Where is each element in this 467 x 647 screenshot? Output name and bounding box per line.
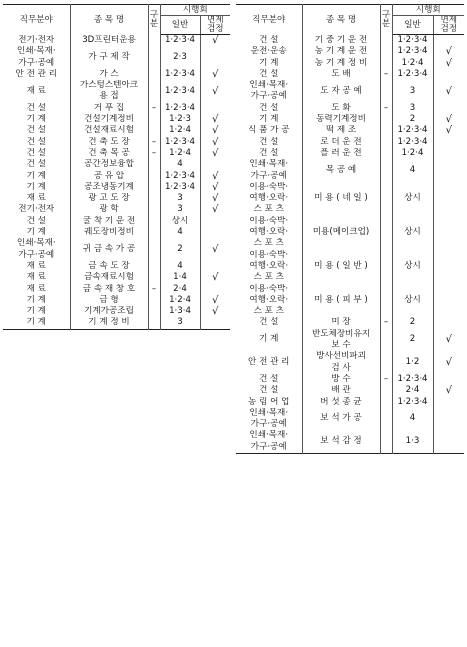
item-cell: 보 석 감 정 bbox=[302, 430, 380, 453]
division-cell bbox=[148, 46, 160, 69]
exempt-check-cell: √ bbox=[445, 356, 452, 368]
field-cell: 전기·전자 bbox=[3, 35, 70, 47]
table-row bbox=[236, 69, 464, 80]
item-cell: 가 구 제 작 bbox=[70, 46, 148, 69]
exempt-check-cell bbox=[433, 284, 464, 318]
exempt-check-cell bbox=[200, 227, 230, 238]
field-cell: 이용·숙박· 여행·오락· 스 포 츠 bbox=[236, 216, 302, 250]
item-cell: 거 푸 집 bbox=[70, 103, 148, 114]
general-session-cell: 1·2·3·4 bbox=[160, 137, 200, 148]
general-session-cell: 1·2 bbox=[392, 351, 433, 374]
division-cell bbox=[148, 69, 160, 80]
division-cell bbox=[380, 284, 392, 318]
field-cell: 운전·운송 bbox=[236, 46, 302, 57]
division-cell bbox=[380, 216, 392, 250]
division-cell bbox=[148, 80, 160, 103]
general-session-cell: 3 bbox=[392, 80, 433, 103]
field-cell: 식 품 가 공 bbox=[236, 125, 302, 136]
division-cell bbox=[148, 125, 160, 136]
exempt-check-cell: √ bbox=[212, 181, 219, 193]
division-cell bbox=[148, 216, 160, 227]
header-division-label: 구 분 bbox=[381, 9, 391, 29]
general-session-cell: 1·2·3·4 bbox=[160, 80, 200, 103]
table-row bbox=[3, 171, 230, 182]
table-row bbox=[3, 284, 230, 295]
item-cell: 동력기계정비 bbox=[302, 114, 380, 125]
item-cell: 도 자 공 예 bbox=[302, 80, 380, 103]
general-session-cell: 2·4 bbox=[160, 284, 200, 295]
table-header-row bbox=[3, 5, 230, 16]
general-session-cell: 4 bbox=[160, 159, 200, 170]
division-cell bbox=[380, 385, 392, 396]
general-session-cell: 1·2·3·4 bbox=[392, 69, 433, 80]
division-cell bbox=[380, 137, 392, 148]
exempt-check-cell bbox=[433, 159, 464, 182]
general-session-cell: 3 bbox=[392, 103, 433, 114]
exempt-check-cell bbox=[433, 430, 464, 453]
table-row bbox=[236, 430, 464, 453]
general-session-cell: 1·2·3·4 bbox=[392, 137, 433, 148]
general-session-cell: 1·2·4 bbox=[392, 148, 433, 159]
general-session-cell: 1·2·4 bbox=[392, 58, 433, 69]
general-session-cell: 1·2·3 bbox=[160, 114, 200, 125]
item-cell: 배 관 bbox=[302, 385, 380, 396]
division-cell bbox=[148, 171, 160, 182]
item-cell: 보 석 가 공 bbox=[302, 408, 380, 431]
division-cell bbox=[380, 35, 392, 47]
exempt-check-cell: √ bbox=[445, 85, 452, 97]
schedule-table-right bbox=[236, 4, 464, 454]
item-cell: 가스텅스텐아크 용 접 bbox=[70, 80, 148, 103]
general-session-cell: 1·2·3·4 bbox=[160, 35, 200, 47]
division-cell bbox=[380, 58, 392, 69]
general-session-cell: 2 bbox=[392, 329, 433, 352]
division-cell bbox=[380, 125, 392, 136]
table-row bbox=[3, 227, 230, 238]
item-cell: 도 배 bbox=[302, 69, 380, 80]
exempt-check-cell bbox=[433, 408, 464, 431]
table-row bbox=[236, 284, 464, 318]
item-cell: 건 축 도 장 bbox=[70, 137, 148, 148]
general-session-cell: 상시 bbox=[392, 216, 433, 250]
exempt-check-cell: √ bbox=[212, 193, 219, 205]
field-cell: 건 설 bbox=[3, 159, 70, 170]
exempt-check-cell bbox=[433, 103, 464, 114]
field-cell: 건 설 bbox=[236, 103, 302, 114]
header-exempt: 면제 검정 bbox=[200, 16, 230, 35]
header-sessions: 시행회 bbox=[160, 5, 230, 16]
item-cell: 떡 제 조 bbox=[302, 125, 380, 136]
division-cell bbox=[380, 351, 392, 374]
field-cell: 재 료 bbox=[3, 272, 70, 283]
table-row bbox=[3, 159, 230, 170]
division-cell bbox=[148, 238, 160, 261]
field-cell: 건 설 bbox=[236, 69, 302, 80]
general-session-cell: 4 bbox=[160, 227, 200, 238]
general-session-cell: 4 bbox=[392, 159, 433, 182]
item-cell: 기 중 기 운 전 bbox=[302, 35, 380, 47]
item-cell: 도 화 bbox=[302, 103, 380, 114]
field-cell: 인쇄·목재· 가구·공예 bbox=[236, 80, 302, 103]
item-cell: 방 수 bbox=[302, 374, 380, 385]
table-row bbox=[3, 317, 230, 329]
field-cell: 기 계 bbox=[3, 306, 70, 317]
field-cell: 안 전 관 리 bbox=[3, 69, 70, 80]
division-cell bbox=[148, 272, 160, 283]
field-cell: 건 설 bbox=[236, 374, 302, 385]
table-row bbox=[3, 137, 230, 148]
division-cell: – bbox=[148, 148, 160, 159]
item-cell: 공간정보융합 bbox=[70, 159, 148, 170]
header-general: 일반 bbox=[392, 16, 433, 35]
division-cell bbox=[148, 159, 160, 170]
general-session-cell: 1·2·4 bbox=[160, 148, 200, 159]
exempt-check-cell bbox=[433, 397, 464, 408]
division-cell bbox=[148, 182, 160, 193]
division-cell bbox=[148, 261, 160, 272]
item-cell: 금 형 bbox=[70, 295, 148, 306]
division-cell bbox=[380, 159, 392, 182]
exempt-check-cell bbox=[200, 159, 230, 170]
table-row bbox=[3, 261, 230, 272]
table-row bbox=[3, 148, 230, 159]
item-cell: 금 속 도 장 bbox=[70, 261, 148, 272]
header-item: 종 목 명 bbox=[302, 5, 380, 35]
header-division-label: 구 분 bbox=[149, 9, 159, 29]
table-row bbox=[236, 397, 464, 408]
division-cell bbox=[148, 306, 160, 317]
item-cell: 농 기 계 운 전 bbox=[302, 46, 380, 57]
exempt-check-cell bbox=[433, 250, 464, 284]
field-cell: 기 계 bbox=[3, 227, 70, 238]
table-row bbox=[236, 317, 464, 328]
exempt-check-cell: √ bbox=[212, 204, 219, 216]
item-cell: 굴 착 기 운 전 bbox=[70, 216, 148, 227]
item-cell: 미 용 ( 피 부 ) bbox=[302, 284, 380, 318]
header-field: 직무분야 bbox=[3, 5, 70, 35]
exempt-check-cell: √ bbox=[212, 35, 219, 46]
division-cell bbox=[380, 80, 392, 103]
table-row bbox=[236, 80, 464, 103]
general-session-cell: 1·2·3·4 bbox=[392, 35, 433, 47]
item-cell: 공조냉동기계 bbox=[70, 182, 148, 193]
field-cell: 인쇄·목재· 가구·공예 bbox=[236, 408, 302, 431]
division-cell: – bbox=[380, 69, 392, 80]
schedule-table-left bbox=[3, 4, 230, 330]
exempt-check-cell: √ bbox=[445, 46, 452, 58]
item-cell: 3D프린터운용 bbox=[70, 35, 148, 47]
item-cell: 공 유 압 bbox=[70, 171, 148, 182]
division-cell bbox=[380, 46, 392, 57]
exempt-check-cell: √ bbox=[212, 243, 219, 255]
field-cell: 기 계 bbox=[236, 329, 302, 352]
division-cell bbox=[380, 148, 392, 159]
field-cell: 기 계 bbox=[3, 295, 70, 306]
exempt-check-cell bbox=[200, 261, 230, 272]
exempt-check-cell: √ bbox=[212, 85, 219, 97]
general-session-cell: 1·2·3·4 bbox=[392, 374, 433, 385]
item-cell: 귀 금 속 가 공 bbox=[70, 238, 148, 261]
table-row bbox=[3, 216, 230, 227]
item-cell: 농 기 계 정 비 bbox=[302, 58, 380, 69]
division-cell bbox=[380, 408, 392, 431]
general-session-cell: 1·2·3·4 bbox=[392, 125, 433, 136]
division-cell: – bbox=[148, 284, 160, 295]
table-row bbox=[3, 295, 230, 306]
table-row bbox=[3, 204, 230, 215]
field-cell: 이용·숙박· 여행·오락· 스 포 츠 bbox=[236, 182, 302, 216]
field-cell: 기 계 bbox=[3, 317, 70, 329]
item-cell: 반도체장비유지 보 수 bbox=[302, 329, 380, 352]
item-cell: 목 공 예 bbox=[302, 159, 380, 182]
exempt-check-cell bbox=[433, 137, 464, 148]
table-row bbox=[236, 137, 464, 148]
item-cell: 기계가공조립 bbox=[70, 306, 148, 317]
general-session-cell: 상시 bbox=[392, 182, 433, 216]
division-cell bbox=[380, 182, 392, 216]
table-row bbox=[3, 103, 230, 114]
general-session-cell: 1·2·3·4 bbox=[160, 69, 200, 80]
table-row bbox=[3, 80, 230, 103]
table-row bbox=[3, 35, 230, 47]
table-row bbox=[3, 193, 230, 204]
table-row bbox=[236, 159, 464, 182]
table-row bbox=[236, 58, 464, 69]
division-cell: – bbox=[148, 103, 160, 114]
table-row bbox=[3, 182, 230, 193]
field-cell: 기 계 bbox=[236, 114, 302, 125]
exempt-check-cell: √ bbox=[212, 125, 219, 137]
division-cell bbox=[148, 227, 160, 238]
exempt-check-cell bbox=[433, 35, 464, 47]
field-cell: 건 설 bbox=[236, 148, 302, 159]
field-cell: 건 설 bbox=[236, 137, 302, 148]
item-cell: 광 학 bbox=[70, 204, 148, 215]
division-cell bbox=[380, 397, 392, 408]
division-cell: – bbox=[380, 374, 392, 385]
general-session-cell: 3 bbox=[160, 193, 200, 204]
general-session-cell: 1·2·3·4 bbox=[392, 46, 433, 57]
field-cell: 기 계 bbox=[3, 182, 70, 193]
field-cell: 건 설 bbox=[3, 103, 70, 114]
field-cell: 인쇄·목재· 가구·공예 bbox=[3, 46, 70, 69]
division-cell: – bbox=[380, 103, 392, 114]
field-cell: 이용·숙박· 여행·오락· 스 포 츠 bbox=[236, 250, 302, 284]
header-sessions: 시행회 bbox=[392, 5, 464, 16]
exempt-check-cell: √ bbox=[212, 306, 219, 318]
division-cell: – bbox=[380, 317, 392, 328]
table-row bbox=[236, 114, 464, 125]
item-cell: 건설재료시험 bbox=[70, 125, 148, 136]
general-session-cell: 2·3 bbox=[160, 46, 200, 69]
exempt-check-cell bbox=[433, 182, 464, 216]
exempt-check-cell: √ bbox=[445, 114, 452, 126]
field-cell: 건 설 bbox=[3, 216, 70, 227]
table-row bbox=[3, 114, 230, 125]
field-cell: 인쇄·목재· 가구·공예 bbox=[236, 159, 302, 182]
field-cell: 건 설 bbox=[236, 385, 302, 396]
exempt-check-cell bbox=[200, 284, 230, 295]
item-cell: 로 더 운 전 bbox=[302, 137, 380, 148]
division-cell bbox=[148, 317, 160, 329]
division-cell bbox=[380, 430, 392, 453]
general-session-cell: 상시 bbox=[392, 284, 433, 318]
header-exempt: 면제 검정 bbox=[433, 16, 464, 35]
field-cell: 인쇄·목재· 가구·공예 bbox=[236, 430, 302, 453]
table-row bbox=[236, 385, 464, 396]
header-general: 일반 bbox=[160, 16, 200, 35]
table-row bbox=[236, 125, 464, 136]
field-cell: 건 설 bbox=[236, 317, 302, 328]
field-cell: 재 료 bbox=[3, 284, 70, 295]
table-row bbox=[236, 35, 464, 47]
exempt-check-cell bbox=[433, 69, 464, 80]
division-cell bbox=[148, 204, 160, 215]
exempt-check-cell: √ bbox=[212, 170, 219, 182]
table-row bbox=[236, 103, 464, 114]
table-row bbox=[236, 351, 464, 374]
table-row bbox=[236, 148, 464, 159]
exempt-check-cell: √ bbox=[445, 334, 452, 346]
exempt-check-cell bbox=[200, 103, 230, 114]
item-cell: 버 섯 종 균 bbox=[302, 397, 380, 408]
item-cell: 광 고 도 장 bbox=[70, 193, 148, 204]
exempt-check-cell: √ bbox=[212, 68, 219, 80]
table-row bbox=[3, 272, 230, 283]
field-cell: 전기·전자 bbox=[3, 204, 70, 215]
field-cell: 안 전 관 리 bbox=[236, 351, 302, 374]
general-session-cell: 2 bbox=[392, 317, 433, 328]
general-session-cell: 1·2·3·4 bbox=[392, 397, 433, 408]
exempt-check-cell bbox=[200, 216, 230, 227]
general-session-cell: 4 bbox=[392, 408, 433, 431]
item-cell: 미 용 ( 네 일 ) bbox=[302, 182, 380, 216]
exempt-check-cell: √ bbox=[212, 147, 219, 159]
field-cell: 인쇄·목재· 가구·공예 bbox=[3, 238, 70, 261]
item-cell: 궤도장비정비 bbox=[70, 227, 148, 238]
item-cell: 미용(메이크업) bbox=[302, 216, 380, 250]
division-cell bbox=[148, 114, 160, 125]
general-session-cell: 상시 bbox=[392, 250, 433, 284]
item-cell: 방사선비파괴 검 사 bbox=[302, 351, 380, 374]
division-cell bbox=[148, 193, 160, 204]
header-field: 직무분야 bbox=[236, 5, 302, 35]
item-cell: 기 계 정 비 bbox=[70, 317, 148, 329]
division-cell bbox=[380, 250, 392, 284]
item-cell: 가 스 bbox=[70, 69, 148, 80]
division-cell bbox=[380, 329, 392, 352]
field-cell: 건 설 bbox=[3, 125, 70, 136]
table-row bbox=[236, 216, 464, 250]
field-cell: 재 료 bbox=[3, 261, 70, 272]
exempt-check-cell: √ bbox=[212, 114, 219, 126]
table-row bbox=[236, 46, 464, 57]
exempt-check-cell: √ bbox=[212, 294, 219, 306]
item-cell: 미 장 bbox=[302, 317, 380, 328]
field-cell: 재 료 bbox=[3, 80, 70, 103]
table-row bbox=[236, 250, 464, 284]
general-session-cell: 1·2·3·4 bbox=[160, 182, 200, 193]
field-cell: 건 설 bbox=[236, 35, 302, 47]
exempt-check-cell bbox=[200, 46, 230, 69]
general-session-cell: 1·2·3·4 bbox=[160, 171, 200, 182]
table-row bbox=[3, 46, 230, 69]
item-cell: 건 축 목 공 bbox=[70, 148, 148, 159]
general-session-cell: 3 bbox=[160, 204, 200, 215]
division-cell bbox=[148, 295, 160, 306]
general-session-cell: 2 bbox=[392, 114, 433, 125]
field-cell: 건 설 bbox=[3, 137, 70, 148]
table-row bbox=[236, 182, 464, 216]
table-row bbox=[236, 374, 464, 385]
table-row bbox=[3, 125, 230, 136]
exempt-check-cell bbox=[433, 374, 464, 385]
table-row bbox=[3, 69, 230, 80]
header-division bbox=[380, 5, 392, 35]
exempt-check-cell: √ bbox=[445, 125, 452, 137]
table-row bbox=[236, 408, 464, 431]
field-cell: 기 계 bbox=[3, 171, 70, 182]
exempt-check-cell: √ bbox=[445, 57, 452, 69]
exempt-check-cell: √ bbox=[445, 385, 452, 397]
table-row bbox=[3, 306, 230, 317]
exempt-check-cell bbox=[433, 317, 464, 328]
exempt-check-cell bbox=[433, 216, 464, 250]
general-session-cell: 2 bbox=[160, 238, 200, 261]
item-cell: 플 러 운 전 bbox=[302, 148, 380, 159]
item-cell: 금속재료시험 bbox=[70, 272, 148, 283]
general-session-cell: 1·2·3·4 bbox=[160, 103, 200, 114]
general-session-cell: 1·3 bbox=[392, 430, 433, 453]
division-cell: – bbox=[148, 137, 160, 148]
field-cell: 이용·숙박· 여행·오락· 스 포 츠 bbox=[236, 284, 302, 318]
item-cell: 금 속 재 창 호 bbox=[70, 284, 148, 295]
division-cell bbox=[380, 114, 392, 125]
field-cell: 농 림 어 업 bbox=[236, 397, 302, 408]
item-cell: 미 용 ( 일 반 ) bbox=[302, 250, 380, 284]
general-session-cell: 2·4 bbox=[392, 385, 433, 396]
header-item: 종 목 명 bbox=[70, 5, 148, 35]
field-cell: 기 계 bbox=[236, 58, 302, 69]
field-cell: 기 계 bbox=[3, 114, 70, 125]
exempt-check-cell: √ bbox=[212, 136, 219, 148]
table-row bbox=[236, 329, 464, 352]
general-session-cell: 4 bbox=[160, 261, 200, 272]
general-session-cell: 1·4 bbox=[160, 272, 200, 283]
field-cell: 건 설 bbox=[3, 148, 70, 159]
general-session-cell: 3 bbox=[160, 317, 200, 329]
item-cell: 건설기계정비 bbox=[70, 114, 148, 125]
exempt-check-cell: √ bbox=[212, 272, 219, 284]
general-session-cell: 1·2·4 bbox=[160, 295, 200, 306]
field-cell: 재 료 bbox=[3, 193, 70, 204]
division-cell bbox=[148, 35, 160, 47]
exempt-check-cell bbox=[200, 317, 230, 329]
general-session-cell: 상시 bbox=[160, 216, 200, 227]
general-session-cell: 1·3·4 bbox=[160, 306, 200, 317]
table-header-row bbox=[236, 5, 464, 16]
table-row bbox=[3, 238, 230, 261]
exempt-check-cell bbox=[433, 148, 464, 159]
header-division bbox=[148, 5, 160, 35]
general-session-cell: 1·2·4 bbox=[160, 125, 200, 136]
